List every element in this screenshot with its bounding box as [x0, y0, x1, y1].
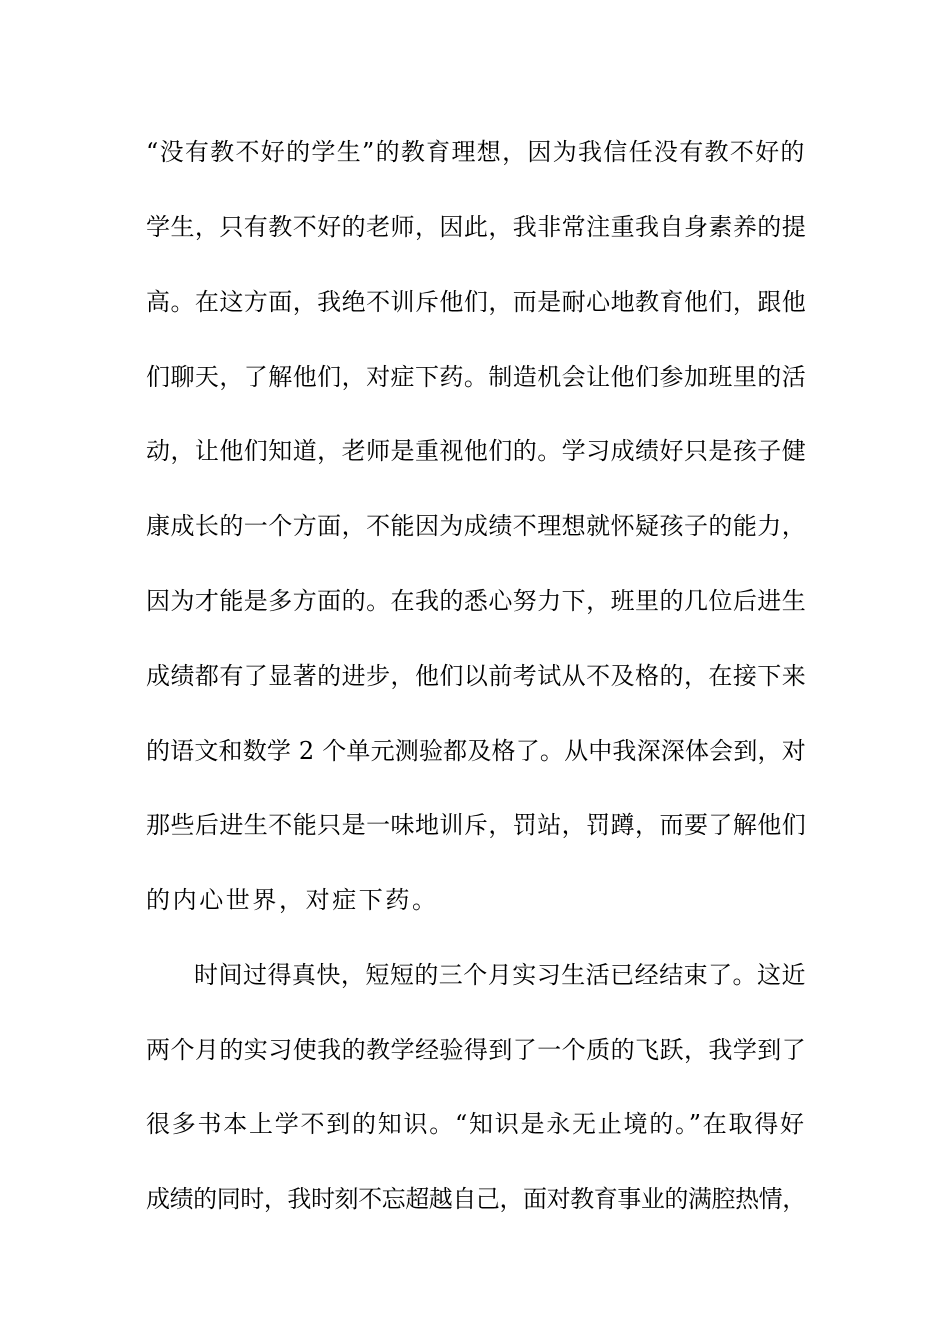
text-line-11: 的内心世界，对症下药。: [146, 886, 439, 914]
text-line-1: “没有教不好的学生”的教育理想，因为我信任没有教不好的: [146, 138, 806, 166]
text-line-10: 那些后进生不能只是一味地训斥，罚站，罚蹲，而要了解他们: [146, 811, 807, 839]
text-line-2: 学生，只有教不好的老师，因此，我非常注重我自身素养的提: [146, 213, 807, 241]
text-line-8: 成绩都有了显著的进步，他们以前考试从不及格的，在接下来: [146, 662, 807, 690]
text-line-14: 很多书本上学不到的知识。“知识是永无止境的。”在取得好: [146, 1110, 806, 1138]
text-line-4: 们聊天，了解他们，对症下药。制造机会让他们参加班里的活: [146, 363, 807, 391]
text-line-5: 动，让他们知道，老师是重视他们的。学习成绩好只是孩子健: [146, 437, 807, 465]
text-line-15: 成绩的同时，我时刻不忘超越自己，面对教育事业的满腔热情，: [146, 1185, 806, 1213]
text-line-6: 康成长的一个方面，不能因为成绩不理想就怀疑孩子的能力，: [146, 512, 807, 540]
text-line-3: 高。在这方面，我绝不训斥他们，而是耐心地教育他们，跟他: [146, 288, 807, 316]
text-line-9: 的语文和数学 2 个单元测验都及格了。从中我深深体会到，对: [146, 737, 806, 765]
text-line-12: 时间过得真快，短短的三个月实习生活已经结束了。这近: [194, 961, 806, 989]
text-line-13: 两个月的实习使我的教学经验得到了一个质的飞跃，我学到了: [146, 1036, 807, 1064]
text-line-7: 因为才能是多方面的。在我的悉心努力下，班里的几位后进生: [146, 587, 807, 615]
